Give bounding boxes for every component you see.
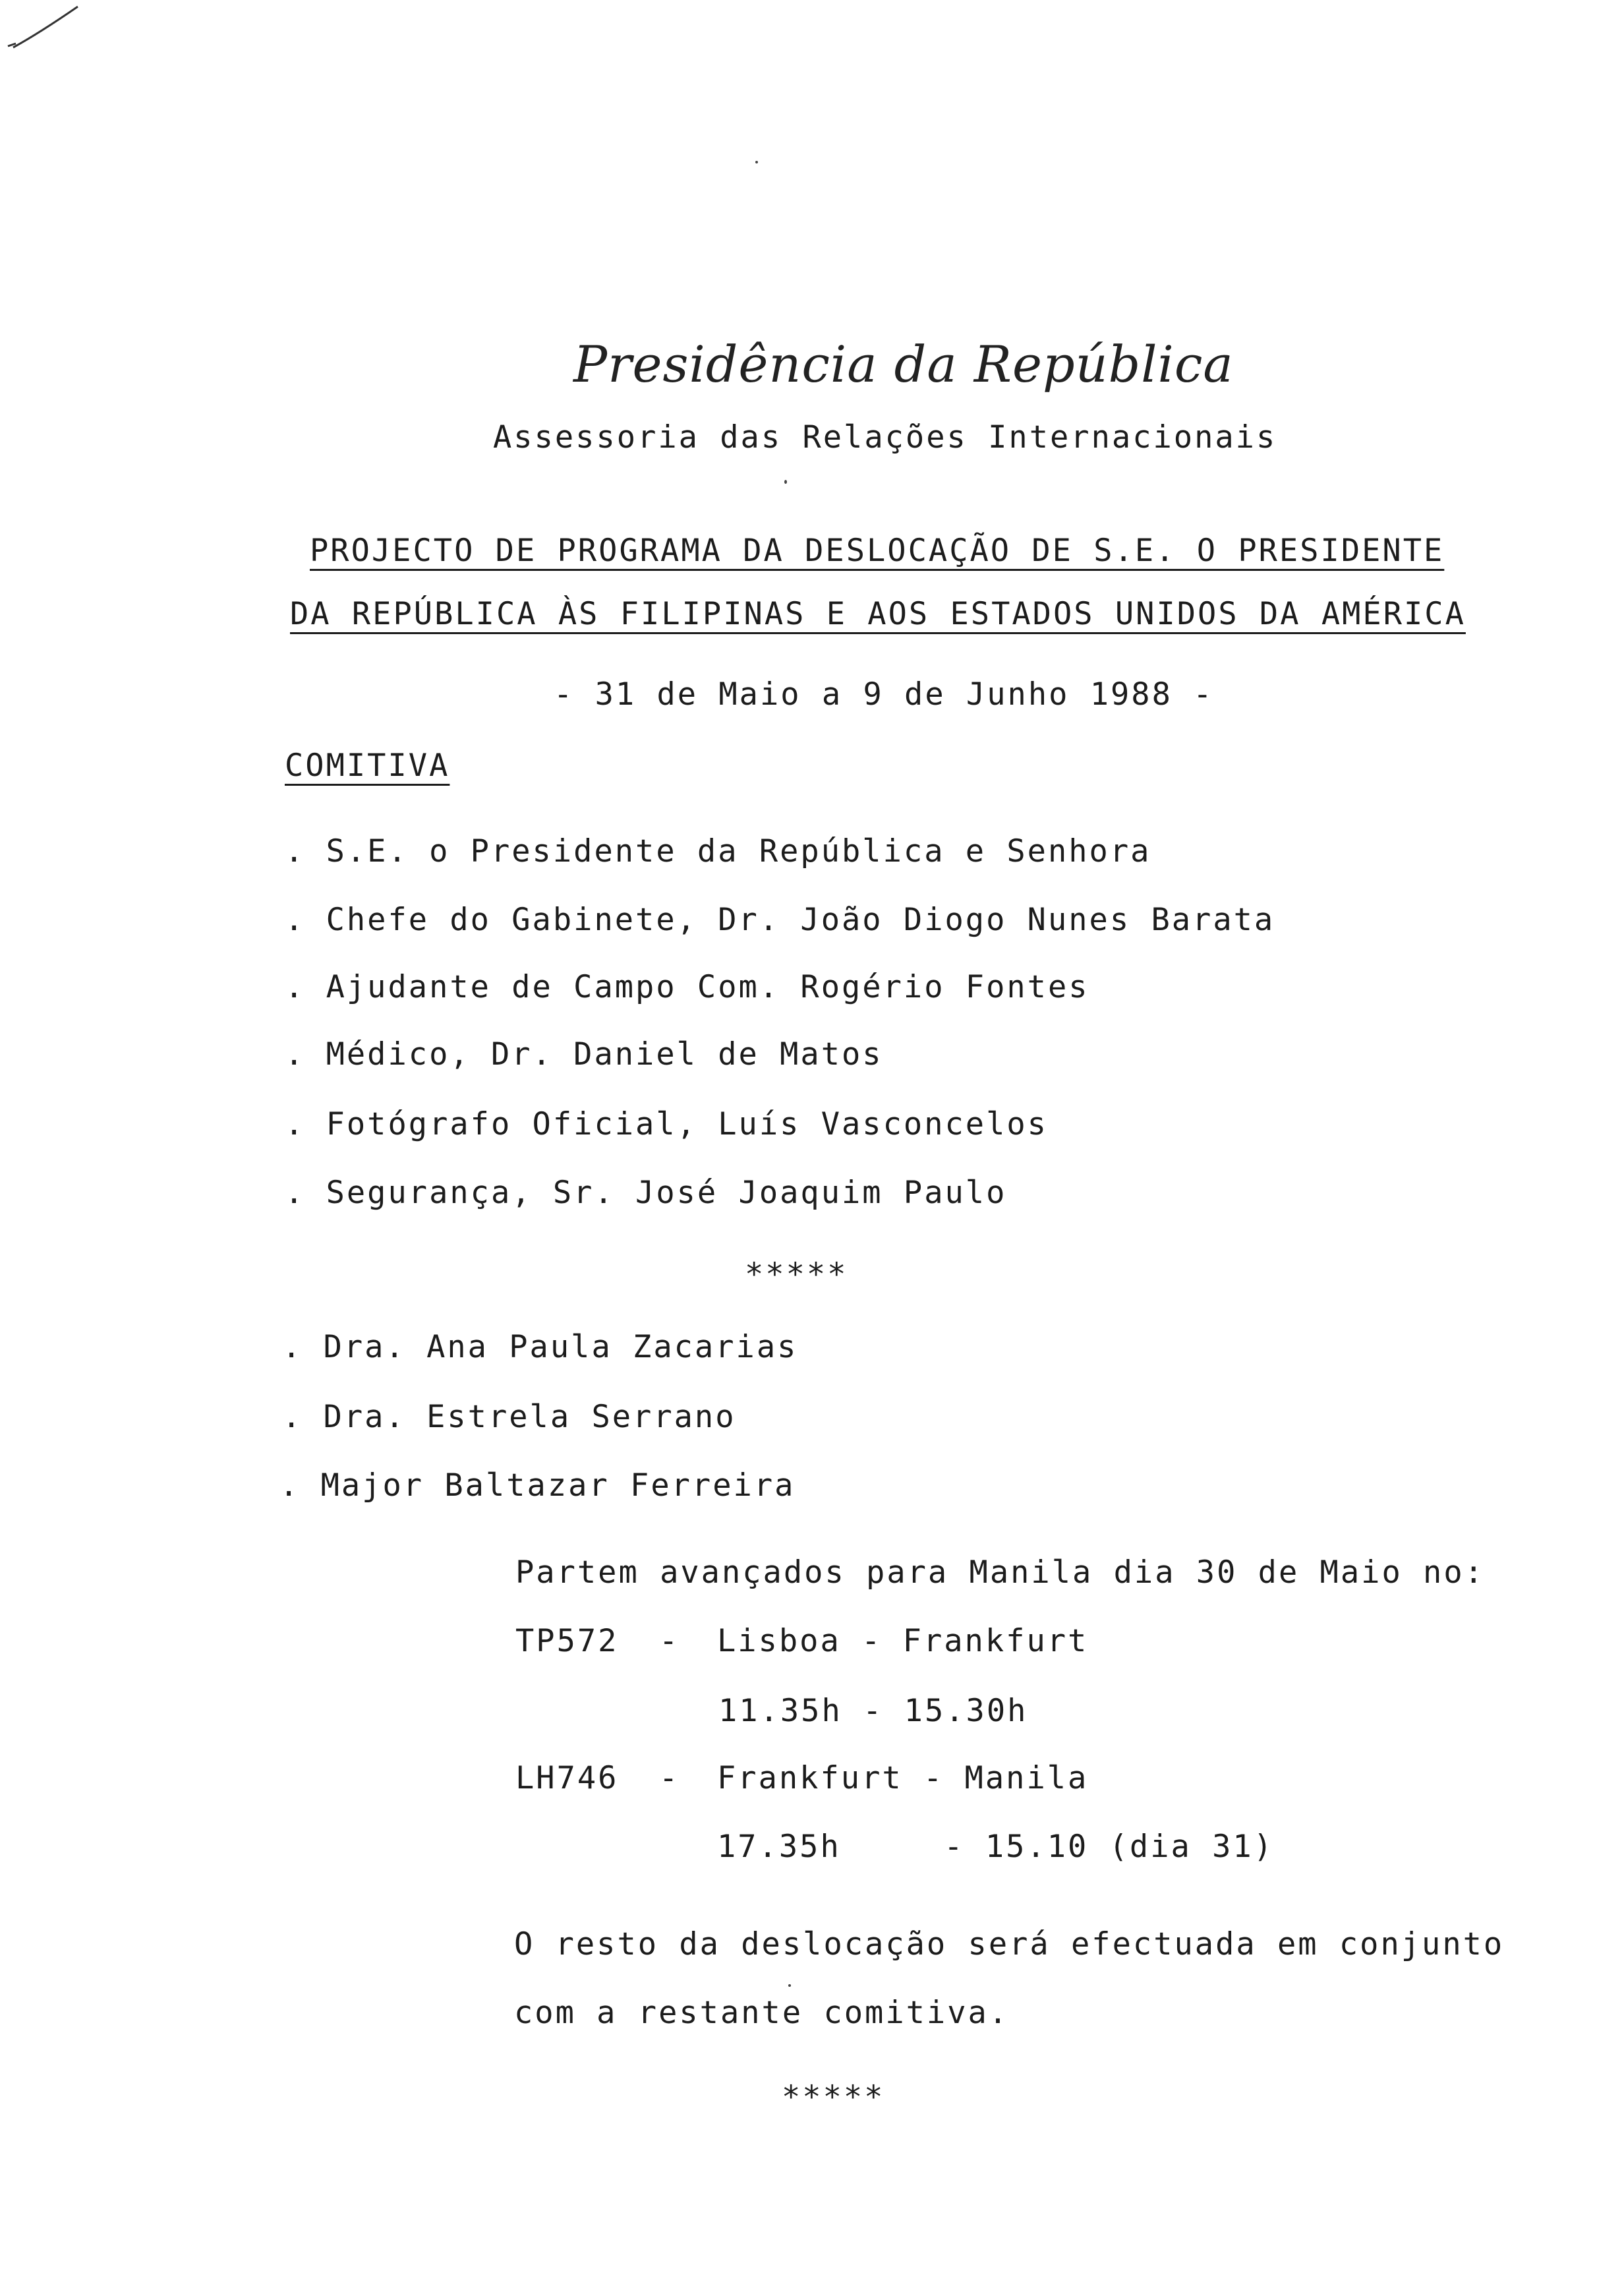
letterhead-institution: Presidência da República: [573, 335, 1234, 394]
advance-intro: Partem avançados para Manila dia 30 de Maio no:: [515, 1554, 1485, 1591]
speck: [784, 480, 787, 484]
flight-times: 17.35h - 15.10 (dia 31): [717, 1829, 1275, 1865]
member-item: . S.E. o Presidente da República e Senhora: [285, 833, 1151, 869]
title-line-1: PROJECTO DE PROGRAMA DA DESLOCAÇÃO DE S.E. O PRESIDENTE: [310, 533, 1445, 569]
advance-member-item: . Dra. Estrela Serrano: [282, 1399, 736, 1435]
member-item: . Ajudante de Campo Com. Rogério Fontes: [285, 969, 1089, 1005]
speck: [788, 1984, 791, 1987]
speck: [755, 161, 758, 163]
letterhead-department: Assessoria das Relações Internacionais: [493, 419, 1277, 456]
end-separator-stars: *****: [782, 2079, 885, 2115]
note-line-2: com a restante comitiva.: [514, 1995, 1010, 2031]
member-item: . Médico, Dr. Daniel de Matos: [285, 1036, 883, 1073]
advance-member-item: . Dra. Ana Paula Zacarias: [282, 1329, 798, 1365]
flight-code: TP572: [515, 1623, 619, 1659]
separator-stars: *****: [745, 1256, 848, 1293]
advance-member-item: . Major Baltazar Ferreira: [279, 1467, 796, 1504]
member-item: . Chefe do Gabinete, Dr. João Diogo Nunes Barata: [285, 902, 1275, 938]
title-line-2: DA REPÚBLICA ÀS FILIPINAS E AOS ESTADOS UNIDOS DA AMÉRICA: [290, 596, 1466, 632]
comitiva-heading: COMITIVA: [285, 748, 450, 784]
note-line-1: O resto da deslocação será efectuada em conjunto: [514, 1926, 1505, 1962]
flight-dash: -: [659, 1760, 680, 1796]
flight-route: Lisboa - Frankfurt: [717, 1623, 1089, 1659]
flight-route: Frankfurt - Manila: [717, 1760, 1089, 1796]
flight-times: 11.35h - 15.30h: [718, 1693, 1028, 1729]
corner-pen-mark: [0, 0, 92, 59]
flight-dash: -: [659, 1623, 680, 1659]
member-item: . Segurança, Sr. José Joaquim Paulo: [285, 1175, 1007, 1211]
flight-code: LH746: [515, 1760, 619, 1796]
member-item: . Fotógrafo Oficial, Luís Vasconcelos: [285, 1106, 1048, 1142]
title-dates: - 31 de Maio a 9 de Junho 1988 -: [554, 676, 1214, 713]
